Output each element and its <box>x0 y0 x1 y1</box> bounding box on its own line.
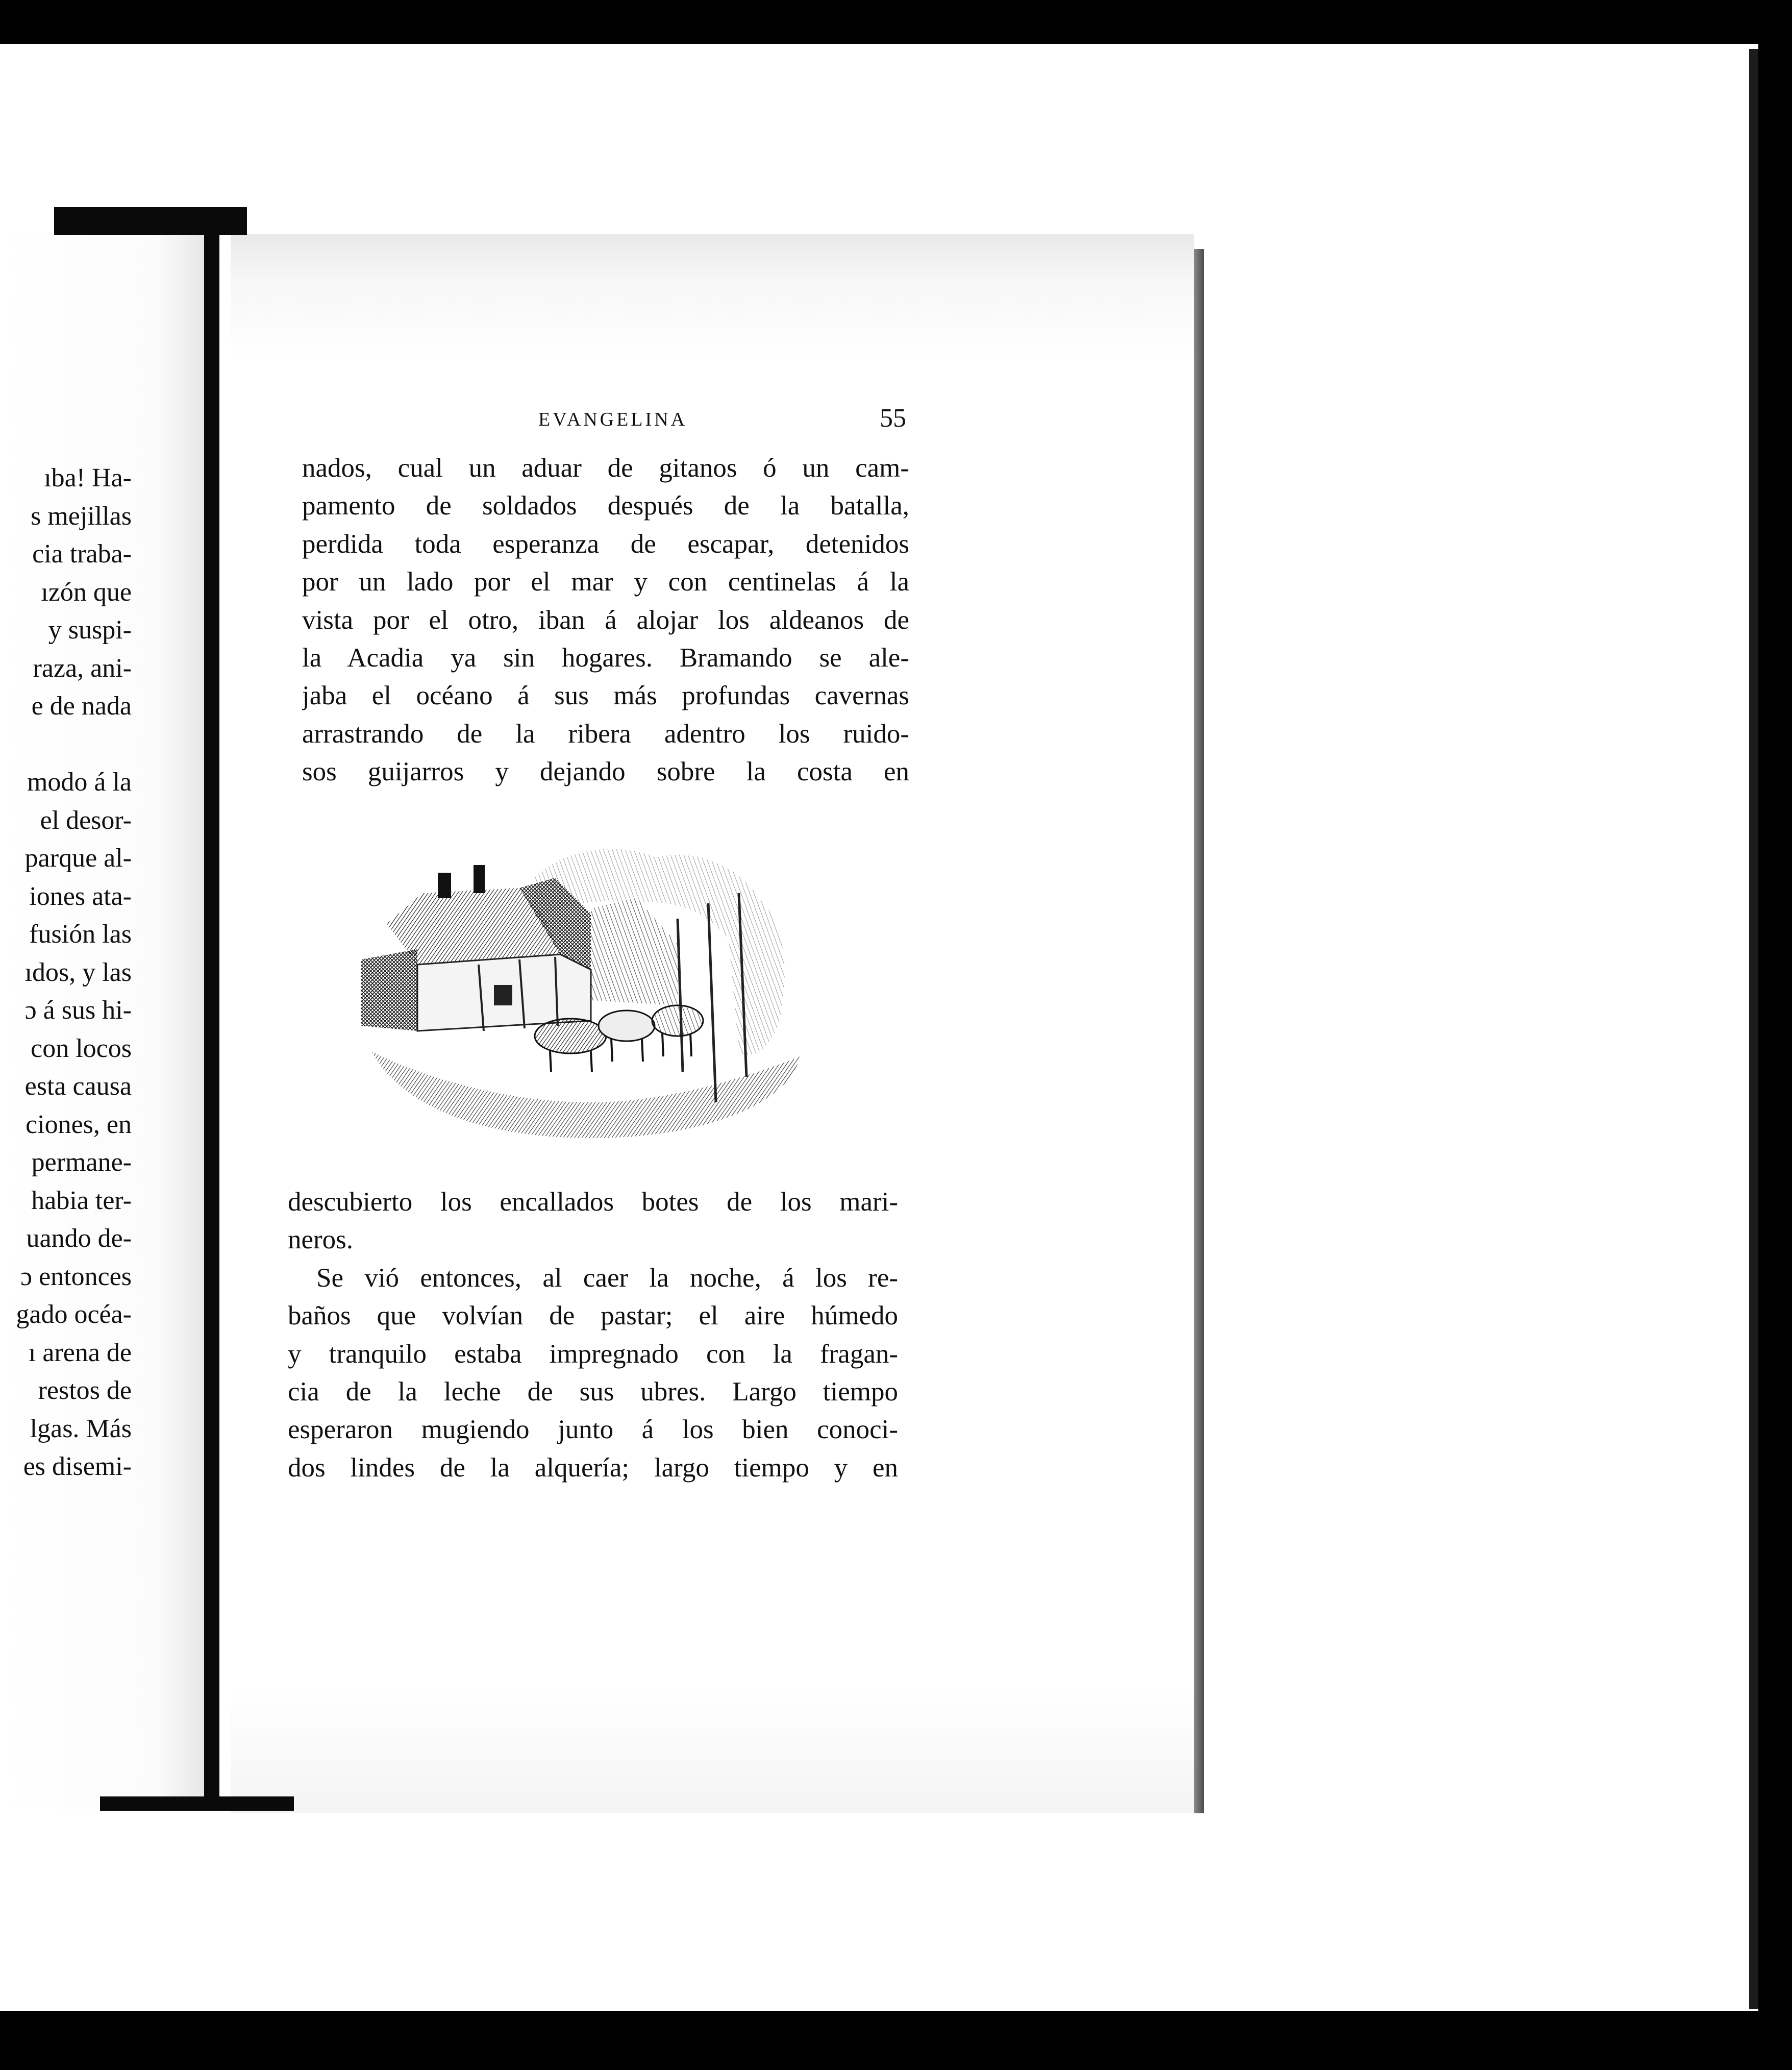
facing-line: e de nada <box>31 692 132 721</box>
facing-line: modo á la <box>27 768 132 797</box>
facing-line: ı arena de <box>28 1338 132 1367</box>
barn <box>591 898 678 1005</box>
facing-line: s mejillas <box>31 501 132 531</box>
chimney <box>474 865 485 893</box>
facing-line: parque al- <box>24 844 132 873</box>
running-head: EVANGELINA <box>538 409 688 430</box>
ground-foliage <box>371 1051 800 1138</box>
facing-line: iones ata- <box>29 881 132 911</box>
scan-frame-bottom <box>0 2014 1792 2070</box>
text-line: perdida toda esperanza de escapar, detenidos <box>302 529 909 559</box>
binding-clamp <box>204 235 219 1809</box>
binding-clamp-top <box>54 207 247 235</box>
binding-clamp-bottom <box>100 1796 294 1811</box>
facing-line: ıba! Ha- <box>44 463 132 492</box>
facing-line: cia traba- <box>32 539 132 569</box>
facing-line: uando de- <box>26 1224 132 1253</box>
text-line: vista por el otro, iban á alojar los aldeanos de <box>302 605 909 635</box>
text-line: sos guijarros y dejando sobre la costa en <box>302 757 909 787</box>
body-text-bottom <box>288 1183 898 1487</box>
text-line: por un lado por el mar y con centinelas á la <box>302 567 909 597</box>
scan-frame-top <box>0 0 1792 44</box>
text-line: y tranquilo estaba impregnado con la fragan- <box>288 1339 898 1369</box>
facing-line: restos de <box>38 1376 132 1405</box>
text-line: jaba el océano á sus más profundas cavernas <box>302 681 909 711</box>
cow <box>599 1011 655 1041</box>
cottage-window <box>494 985 512 1005</box>
facing-line: ɔ á sus hi- <box>24 996 132 1025</box>
facing-line: esta causa <box>24 1072 132 1101</box>
shed <box>361 949 417 1031</box>
facing-line: ızón que <box>41 577 132 607</box>
facing-line: permane- <box>31 1148 132 1177</box>
chimney <box>438 873 451 898</box>
facing-line: habia ter- <box>31 1186 132 1215</box>
facing-page <box>0 235 208 1809</box>
facing-line: con locos <box>31 1033 132 1063</box>
text-line: cia de la leche de sus ubres. Largo tiempo <box>288 1376 898 1407</box>
facing-line: lgas. Más <box>30 1414 132 1443</box>
facing-line: ciones, en <box>26 1110 132 1139</box>
body-text-top <box>302 449 909 791</box>
text-line: baños que volvían de pastar; el aire húmedo <box>288 1301 898 1331</box>
text-line: dos lindes de la alquería; largo tiempo y en <box>288 1452 898 1483</box>
text-line: arrastrando de la ribera adentro los ruido- <box>302 719 909 749</box>
facing-line: ıdos, y las <box>24 957 132 987</box>
path <box>504 1077 667 1090</box>
facing-line: es disemi- <box>23 1452 132 1481</box>
text-line: la Acadia ya sin hogares. Bramando se ale- <box>302 643 909 673</box>
text-line: Se vió entonces, al caer la noche, á los re- <box>316 1263 898 1293</box>
text-line: esperaron mugiendo junto á los bien conoci- <box>288 1415 898 1445</box>
scan-frame-right <box>1758 44 1792 2014</box>
cow <box>652 1005 703 1036</box>
engraving-cottage-illustration <box>351 837 831 1143</box>
facing-line: raza, ani- <box>33 653 132 683</box>
scan-frame-right-shadow <box>1749 49 1758 2009</box>
page-edge-shadow <box>1194 249 1204 1813</box>
text-line: nados, cual un aduar de gitanos ó un cam- <box>302 453 909 483</box>
facing-line: ɔ entonces <box>20 1262 132 1291</box>
text-line: neros. <box>288 1225 354 1255</box>
cow <box>535 1019 606 1053</box>
facing-page-text <box>16 459 132 1486</box>
facing-line: gado océa- <box>16 1300 132 1329</box>
facing-line: y suspi- <box>48 615 132 645</box>
facing-line: el desor- <box>40 805 132 835</box>
facing-line: fusión las <box>29 920 132 949</box>
facing-line-blank <box>16 726 132 764</box>
page-number: 55 <box>880 404 906 433</box>
text-line: descubierto los encallados botes de los mari- <box>288 1187 898 1217</box>
text-line: pamento de soldados después de la batalla, <box>302 491 909 521</box>
